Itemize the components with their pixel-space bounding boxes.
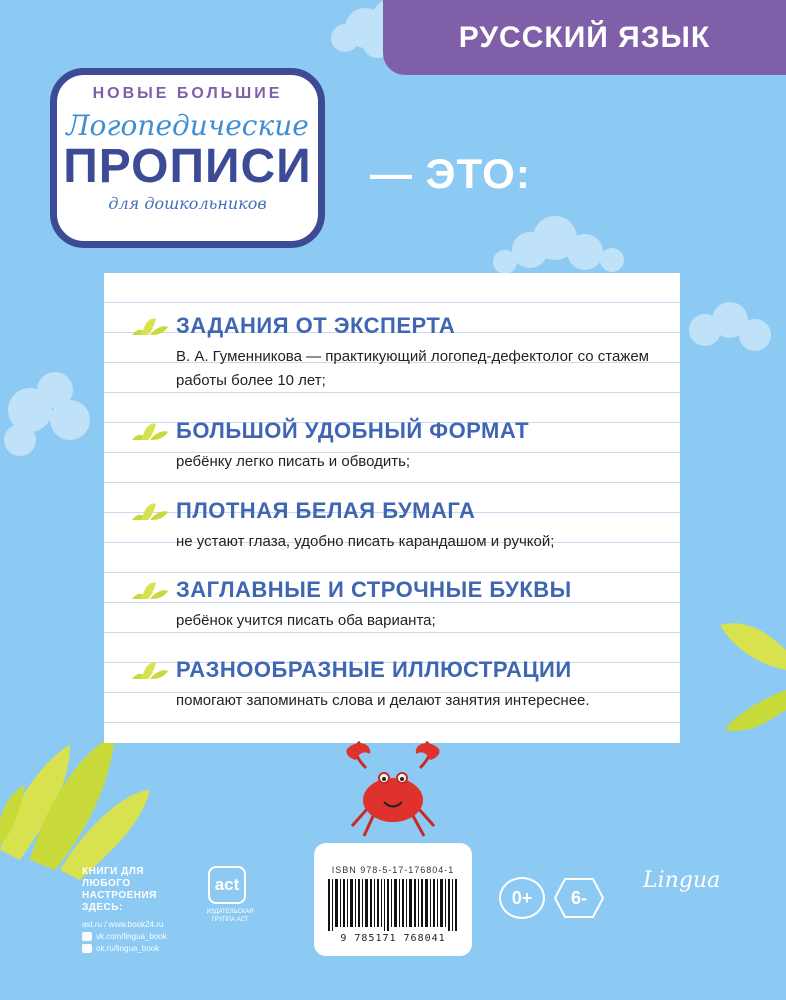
- logo-line-3: ПРОПИСИ: [63, 140, 312, 193]
- barcode-bars: [328, 879, 458, 931]
- feature-title: ЗАДАНИЯ ОТ ЭКСПЕРТА: [176, 313, 456, 338]
- publisher-sub: ИЗДАТЕЛЬСКАЯ ГРУППА АСТ: [206, 909, 254, 923]
- sprout-icon: [130, 313, 170, 339]
- logo-line-2: Логопедические: [66, 109, 309, 142]
- feature-item: [130, 577, 670, 633]
- feature-desc: помогают запоминать слова и делают занятия интереснее.: [176, 692, 590, 709]
- feature-item: [130, 498, 670, 554]
- feature-title: ПЛОТНАЯ БЕЛАЯ БУМАГА: [176, 498, 476, 523]
- sprout-icon: [130, 418, 170, 444]
- logo-line-4: для дошкольников: [108, 194, 267, 214]
- series-logo: [50, 68, 325, 248]
- crab-illustration: [338, 738, 448, 848]
- links-list: [82, 919, 192, 955]
- feature-item: [130, 313, 670, 393]
- plant-decoration: [0, 735, 150, 880]
- vk-link[interactable]: vk.com/lingua_book: [82, 931, 192, 943]
- isbn-barcode: [314, 843, 472, 956]
- sprout-icon: [130, 657, 170, 683]
- feature-title: БОЛЬШОЙ УДОБНЫЙ ФОРМАТ: [176, 418, 530, 443]
- features-panel: [104, 273, 680, 743]
- sprout-icon: [130, 498, 170, 524]
- feature-desc: В. А. Гуменникова — практикующий логопед-дефектолог со стажем работы более 10 лет;: [176, 348, 649, 389]
- imprint-logo: Lingua: [643, 868, 721, 893]
- subject-tag: РУССКИЙ ЯЗЫК: [383, 0, 786, 75]
- cloud-decoration: [493, 216, 624, 274]
- vk-icon: [82, 932, 92, 941]
- logo-line-1: НОВЫЕ БОЛЬШИЕ: [92, 85, 283, 102]
- barcode-number: 9 785171 768041: [340, 933, 446, 944]
- feature-desc: не устают глаза, удобно писать карандашом и ручкой;: [176, 533, 555, 550]
- plant-decoration: [720, 623, 786, 731]
- age-rating-badge: 0+: [499, 877, 545, 919]
- sprout-icon: [130, 577, 170, 603]
- feature-desc: ребёнку легко писать и обводить;: [176, 453, 411, 470]
- feature-item: [130, 657, 670, 713]
- ok-icon: [82, 944, 92, 953]
- age-rating-text: 6-: [570, 887, 587, 908]
- cloud-decoration: [4, 372, 90, 456]
- isbn-text: ISBN 978-5-17-176804-1: [331, 865, 455, 875]
- books-info: [82, 866, 192, 955]
- tagline: — ЭТО:: [370, 150, 531, 197]
- feature-desc: ребёнок учится писать оба варианта;: [176, 612, 436, 629]
- ast-logo: act: [208, 866, 246, 904]
- site-link[interactable]: ast.ru / www.book24.ru: [82, 920, 164, 929]
- feature-item: [130, 418, 670, 474]
- publisher-logo: [200, 866, 260, 932]
- cloud-decoration: [689, 302, 771, 351]
- ok-link[interactable]: ok.ru/lingua_book: [82, 943, 192, 955]
- feature-title: ЗАГЛАВНЫЕ И СТРОЧНЫЕ БУКВЫ: [176, 577, 572, 602]
- feature-title: РАЗНООБРАЗНЫЕ ИЛЛЮСТРАЦИИ: [176, 657, 572, 682]
- books-label: КНИГИ ДЛЯ ЛЮБОГО НАСТРОЕНИЯ ЗДЕСЬ:: [82, 866, 157, 913]
